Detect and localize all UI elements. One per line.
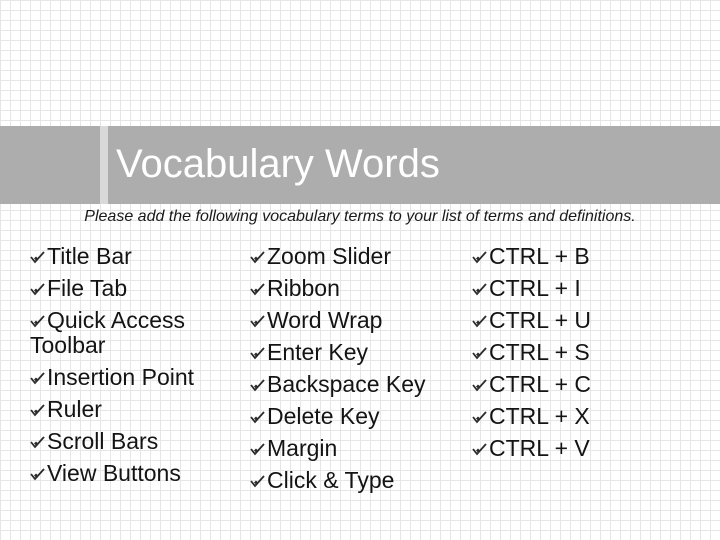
vocab-item	[472, 432, 702, 464]
vocab-item	[250, 304, 465, 336]
checkmark-bullet-icon	[472, 315, 488, 329]
slide-title: Vocabulary Words	[116, 142, 440, 186]
checkmark-bullet-icon	[250, 411, 266, 425]
vocab-item-label: Zoom Slider	[267, 243, 391, 269]
vocab-item	[472, 304, 702, 336]
vocab-item	[472, 272, 702, 304]
vocab-item-label: Word Wrap	[267, 307, 383, 333]
vocab-item-label: CTRL + I	[489, 275, 581, 301]
checkmark-bullet-icon	[30, 404, 46, 418]
vocab-item	[30, 393, 230, 425]
vocab-item-label: Backspace Key	[267, 371, 426, 397]
vocab-item-label: CTRL + B	[489, 243, 590, 269]
checkmark-bullet-icon	[250, 251, 266, 265]
checkmark-bullet-icon	[30, 436, 46, 450]
vocab-item-label: CTRL + V	[489, 435, 590, 461]
vocab-item-label: CTRL + X	[489, 403, 590, 429]
checkmark-bullet-icon	[30, 251, 46, 265]
vocab-item	[472, 400, 702, 432]
vocab-item-label: Title Bar	[47, 243, 132, 269]
vocab-item-label: View Buttons	[47, 460, 181, 486]
vocab-column-1	[30, 240, 230, 489]
title-accent-block	[0, 126, 100, 204]
vocab-item	[472, 368, 702, 400]
vocab-item	[250, 464, 465, 496]
checkmark-bullet-icon	[30, 283, 46, 297]
slide-subtitle: Please add the following vocabulary terms to your list of terms and definitions.	[84, 208, 636, 225]
checkmark-bullet-icon	[472, 411, 488, 425]
vocab-item	[250, 240, 465, 272]
vocab-item	[30, 272, 230, 304]
vocab-column-3	[472, 240, 702, 464]
vocab-item-label: Scroll Bars	[47, 428, 159, 454]
vocab-item-label: Insertion Point	[47, 364, 195, 390]
checkmark-bullet-icon	[30, 372, 46, 386]
vocab-item	[472, 336, 702, 368]
vocab-item	[30, 361, 230, 393]
vocab-item-label: Margin	[267, 435, 338, 461]
vocab-item	[250, 432, 465, 464]
vocab-item-label: CTRL + U	[489, 307, 592, 333]
vocab-item	[30, 425, 230, 457]
vocab-item	[250, 400, 465, 432]
checkmark-bullet-icon	[250, 315, 266, 329]
checkmark-bullet-icon	[472, 347, 488, 361]
vocab-item-label: CTRL + C	[489, 371, 592, 397]
vocab-column-2	[250, 240, 465, 496]
checkmark-bullet-icon	[30, 315, 46, 329]
vocab-item	[30, 304, 230, 361]
checkmark-bullet-icon	[250, 347, 266, 361]
vocab-item-label: Quick Access Toolbar	[30, 307, 186, 358]
checkmark-bullet-icon	[472, 283, 488, 297]
vocab-item	[30, 457, 230, 489]
vocab-item-label: Ruler	[47, 396, 102, 422]
checkmark-bullet-icon	[250, 283, 266, 297]
vocab-item	[250, 368, 465, 400]
checkmark-bullet-icon	[472, 251, 488, 265]
vocab-item	[250, 336, 465, 368]
vocab-item-label: Delete Key	[267, 403, 380, 429]
vocab-item-label: Ribbon	[267, 275, 340, 301]
vocab-item-label: File Tab	[47, 275, 128, 301]
checkmark-bullet-icon	[472, 443, 488, 457]
vocab-item	[472, 240, 702, 272]
vocab-item	[250, 272, 465, 304]
checkmark-bullet-icon	[250, 379, 266, 393]
vocab-item	[30, 240, 230, 272]
checkmark-bullet-icon	[250, 443, 266, 457]
vocab-item-label: Click & Type	[267, 467, 395, 493]
vocab-item-label: Enter Key	[267, 339, 368, 365]
checkmark-bullet-icon	[472, 379, 488, 393]
checkmark-bullet-icon	[30, 468, 46, 482]
vocab-item-label: CTRL + S	[489, 339, 590, 365]
checkmark-bullet-icon	[250, 475, 266, 489]
